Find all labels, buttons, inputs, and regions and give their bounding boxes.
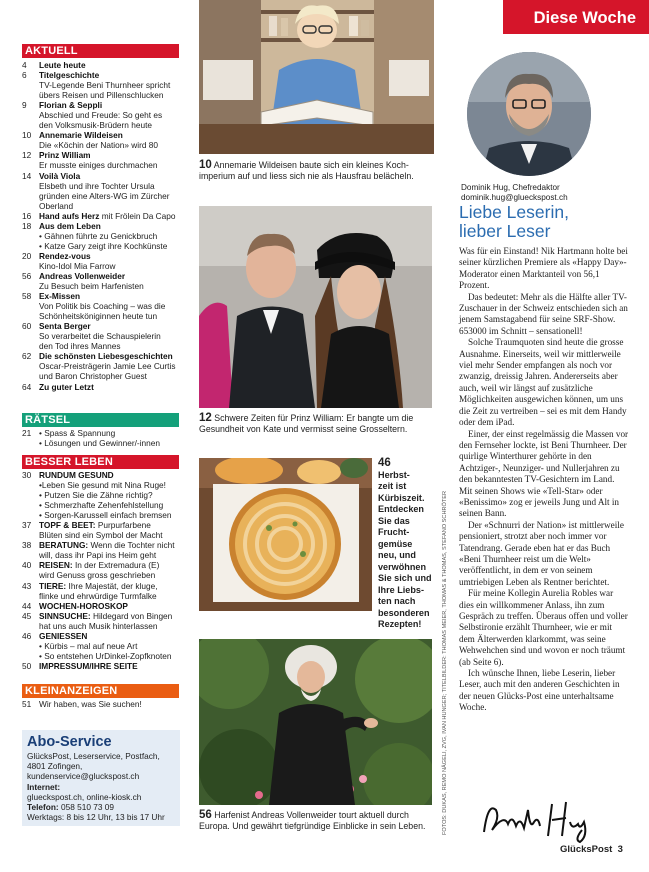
caption-william-text: Schwere Zeiten für Prinz William: Er bangte um die Gesundheit von Kate und vermisst seine Grosseltern. <box>199 413 414 434</box>
toc-category: TOPF & BEET: <box>39 520 96 531</box>
toc-entry-subtitle: Kino-Idol Mia Farrow <box>39 260 116 271</box>
toc-entry[interactable] <box>22 251 192 271</box>
toc-entry-subtitle: Oscar-Preisträgerin Jamie Lee Curtis <box>39 361 176 372</box>
section-header-aktuell: AKTUELL <box>22 44 179 58</box>
toc-entry-subtitle: Schönheitsköniginnen heute tun <box>39 311 158 322</box>
editorial-paragraph: Einer, der einst regelmässig die Massen vor den Fernseher lockte, ist Beni Thurnheer. Der quirlige Winterthurer gehörte in den Achtziger-, Neunziger- und Nullerjahren zu den bekanntesten TV-Gesichtern im Land. Mit seinen Shows wie «Tell-Star» oder «Benissimo» zog er jeweils Jung und Alt in seinen Bann. <box>459 428 629 519</box>
toc-page-number: 60 <box>22 321 32 332</box>
photo-andreas-vollenweider <box>199 639 432 805</box>
toc-entry-title: Annemarie Wildeisen <box>39 130 123 141</box>
editorial-paragraph: Das bedeutet: Mehr als die Hälfte aller TV-Zuschauer in der Schweiz entschieden sich an jenem Samstagabend für seine SRF-Show. 653000 im Schnitt – sensationell! <box>459 291 628 336</box>
toc-page-number: 14 <box>22 170 32 181</box>
toc-page-number: 20 <box>22 250 32 261</box>
toc-aktuell <box>22 60 192 392</box>
caption-pumpkin-line: Kürbiszeit. <box>378 492 425 503</box>
caption-vollenweider-page: 56 <box>199 809 212 821</box>
editorial-paragraph: Ich wünsche Ihnen, liebe Leserin, lieber Leser, auch mit den anderen Geschichten in der neuen Glücks-Post eine unterhaltsame Woche. <box>459 668 620 713</box>
toc-entry-subtitle: Zu Besuch beim Harfenisten <box>39 281 144 292</box>
caption-annemarie-text: Annemarie Wildeisen baute sich ein kleines Koch-imperium auf und liess sich nie als Hausfrau belächeln. <box>199 160 414 181</box>
headline-line-1: Liebe Leserin, <box>459 202 569 222</box>
toc-entry-title: Hand aufs Herz <box>39 210 100 221</box>
toc-page-number: 56 <box>22 270 32 281</box>
editorial-headline <box>459 203 569 240</box>
toc-page-number: 45 <box>22 610 32 621</box>
toc-entry-title: Voilà Viola <box>39 170 81 181</box>
toc-entry-subtitle: und Baron Christopher Guest <box>39 371 147 382</box>
toc-entry-subtitle: TV-Legende Beni Thurnheer spricht <box>39 80 171 91</box>
toc-entry-title-rest: Wenn die Tochter nicht <box>88 540 175 551</box>
toc-entry-subtitle: hat uns auch Musik hinterlassen <box>39 620 158 631</box>
toc-entry[interactable] <box>22 581 192 601</box>
toc-entry-subtitle: • Schmerzhafte Zehenfehlstellung <box>39 500 164 511</box>
toc-entry[interactable] <box>22 428 192 448</box>
toc-entry[interactable] <box>22 321 192 351</box>
toc-entry[interactable] <box>22 130 192 150</box>
toc-entry-title: Senta Berger <box>39 321 91 332</box>
toc-entry[interactable] <box>22 70 192 100</box>
toc-entry-subtitle: Er musste einiges durchmachen <box>39 160 158 171</box>
toc-entry-title-rest: Purpurfarbene <box>95 520 151 531</box>
abo-service-box <box>22 730 180 826</box>
toc-entry-subtitle: Von Politik bis Coaching – was die <box>39 301 166 312</box>
toc-entry-title: Zu guter Letzt <box>39 381 94 392</box>
toc-entry-subtitle: • Sorgen-Karussell einfach bremsen <box>39 510 172 521</box>
caption-pumpkin-page: 46 <box>378 457 391 469</box>
caption-pumpkin <box>378 458 438 631</box>
photo-prince-william-kate <box>199 206 432 408</box>
toc-entry[interactable] <box>22 470 192 520</box>
editorial-paragraph: Solche Traumquoten sind heute die grosse Ausnahme. Einerseits, weil wir mittlerweile viel mehr Sender empfangen als noch vor zwanzig, dreissig Jahren. Andererseits aber auch, weil wir längst auf zusätzliche Möglichkeiten ausgewichen können, um uns die Zeit zu vertreiben – sei es mit dem Handy oder dem iPad. <box>459 337 627 428</box>
caption-pumpkin-line: Sie sich und <box>378 573 432 583</box>
toc-entry-subtitle: wird Genuss gross geschrieben <box>39 570 156 581</box>
footer <box>560 844 623 855</box>
toc-entry-subtitle: • Gähnen führte zu Genickbruch <box>39 230 158 241</box>
toc-entry[interactable] <box>22 560 192 580</box>
caption-pumpkin-line: besonderen <box>378 607 430 618</box>
toc-entry[interactable] <box>22 382 192 392</box>
caption-vollenweider <box>199 810 439 832</box>
toc-page-number: 43 <box>22 580 32 591</box>
toc-entry-subtitle: Abschied und Freude: So geht es <box>39 110 163 121</box>
headline-line-2: lieber Leser <box>459 220 551 241</box>
toc-page-number: 38 <box>22 540 32 551</box>
caption-pumpkin-line: Ihre Liebs- <box>378 584 424 595</box>
toc-entry-subtitle: gründen eine Alters-WG im Zürcher <box>39 190 170 201</box>
toc-page-number: 18 <box>22 220 32 231</box>
toc-page-number: 9 <box>22 100 27 111</box>
toc-entry[interactable] <box>22 631 192 661</box>
toc-page-number: 44 <box>22 600 32 611</box>
toc-page-number: 58 <box>22 291 32 302</box>
editorial-body <box>459 246 629 714</box>
toc-page-number: 30 <box>22 470 32 480</box>
toc-entry-title: Prinz William <box>39 150 91 161</box>
caption-pumpkin-line: Rezepten! <box>378 619 422 629</box>
toc-entry-subtitle: • Kürbis – mal auf neue Art <box>39 640 138 651</box>
toc-entry[interactable] <box>22 211 192 221</box>
toc-entry[interactable] <box>22 699 192 709</box>
toc-entry-subtitle: Oberland <box>39 200 74 211</box>
toc-entry-subtitle: So verarbeitet die Schauspielerin <box>39 331 161 342</box>
toc-entry-title: Andreas Vollenweider <box>39 270 126 281</box>
toc-page-number: 40 <box>22 560 32 571</box>
toc-entry[interactable] <box>22 520 192 540</box>
toc-category: GENIESSEN <box>39 630 88 641</box>
toc-entry-line: Wir haben, was Sie suchen! <box>39 699 142 709</box>
toc-entry[interactable] <box>22 150 192 170</box>
toc-entry-title-rest: mit Frölein Da Capo <box>99 210 176 221</box>
caption-pumpkin-line: Entdecken <box>378 504 424 514</box>
section-header-kleinanzeigen: KLEINANZEIGEN <box>22 684 179 698</box>
editor-name: Dominik Hug, Chefredaktor <box>461 183 560 192</box>
footer-page-number: 3 <box>617 844 623 855</box>
editor-byline <box>461 183 568 203</box>
toc-page-number: 51 <box>22 699 32 709</box>
toc-entry-title-rest: Hildegard von Bingen <box>90 610 173 621</box>
toc-entry-title: Ex-Missen <box>39 291 81 302</box>
toc-category: RUNDUM GESUND <box>39 470 114 480</box>
editorial-paragraph: Für meine Kollegin Aurelia Robles war dies ein willkommener Anlass, ihn zum Gespräch zu treffen. Überaus offen und voller Selbstironie erzählt Thurnheer, wie er mit dem Älterwerden klarkommt, was seine Wehwehchen sind und wovon er noch träumt (ab Seite 6). <box>459 588 628 667</box>
toc-entry[interactable] <box>22 611 192 631</box>
toc-entry-title: Florian & Seppli <box>39 100 103 111</box>
toc-entry-subtitle: Blüten sind ein Symbol der Macht <box>39 530 163 541</box>
toc-page-number: 50 <box>22 660 32 671</box>
caption-prince-william <box>199 413 439 435</box>
toc-category: WOCHEN-HOROSKOP <box>39 600 128 611</box>
abo-internet-label: Internet: <box>27 781 61 792</box>
toc-page-number: 21 <box>22 428 32 438</box>
toc-entry-subtitle: •Leben Sie gesund mit Nina Ruge! <box>39 480 166 491</box>
toc-entry-subtitle: den Volksmusik-Brüdern heute <box>39 120 152 131</box>
toc-entry-subtitle: will, dass ihr Papi ins Heim geht <box>39 550 157 561</box>
toc-entry-title: Leute heute <box>39 60 86 70</box>
caption-vollenweider-text: Harfenist Andreas Vollenweider tourt aktuell durch Europa. Und gewährt tiefgründige Einblicke in sein Leben. <box>199 810 426 831</box>
toc-entry[interactable] <box>22 661 192 671</box>
toc-entry-subtitle: den Tod ihres Mannes <box>39 341 121 352</box>
toc-page-number: 62 <box>22 351 32 362</box>
toc-entry-subtitle: flinke und ehrwürdige Turmfalke <box>39 590 157 601</box>
toc-entry-title: Titelgeschichte <box>39 70 100 81</box>
toc-kleinanzeigen <box>22 699 192 709</box>
toc-entry-subtitle: • Katze Gary zeigt ihre Kochkünste <box>39 240 168 251</box>
toc-entry-title: Die schönsten Liebesgeschichten <box>39 351 173 362</box>
editor-email[interactable]: dominik.hug@glueckspost.ch <box>461 193 568 202</box>
toc-entry-title: Aus dem Leben <box>39 220 101 231</box>
abo-email[interactable]: kundenservice@gluckspost.ch <box>27 771 140 782</box>
toc-entry[interactable] <box>22 601 192 611</box>
toc-entry-subtitle: Die «Köchin der Nation» wird 80 <box>39 140 158 151</box>
caption-pumpkin-line: Sie das <box>378 515 410 526</box>
editorial-paragraph: Was für ein Einstand! Nik Hartmann holte bei seiner kürzlichen Premiere als «Happy Day»-Moderator einen Marktanteil von 56,1 Prozent. <box>459 246 628 291</box>
footer-brand: GlücksPost <box>560 844 613 855</box>
caption-pumpkin-line: ten nach <box>378 596 416 606</box>
toc-entry[interactable] <box>22 100 192 130</box>
abo-address: GlücksPost, Leserservice, Postfach, <box>27 751 160 761</box>
toc-entry-subtitle: • So entstehen UrDinkel-Zopfknoten <box>39 650 172 661</box>
toc-page-number: 46 <box>22 630 32 641</box>
toc-entry-line: • Spass & Spannung <box>39 428 116 438</box>
toc-entry-subtitle: Elsbeth und ihre Tochter Ursula <box>39 180 155 191</box>
toc-entry[interactable] <box>22 60 192 70</box>
caption-pumpkin-line: gemüse <box>378 538 413 549</box>
caption-william-page: 12 <box>199 412 212 424</box>
toc-page-number: 10 <box>22 130 32 141</box>
caption-annemarie-page: 10 <box>199 159 212 171</box>
abo-hours: Werktags: 8 bis 12 Uhr, 13 bis 17 Uhr <box>27 812 165 823</box>
toc-entry[interactable] <box>22 221 192 251</box>
abo-title: Abo-Service <box>27 734 112 750</box>
toc-page-number: 6 <box>22 70 27 81</box>
caption-pumpkin-line: zeit ist <box>378 481 407 491</box>
toc-raetsel <box>22 428 192 448</box>
photo-pumpkin-tart <box>199 458 372 611</box>
toc-category: SINNSUCHE: <box>39 610 91 621</box>
tab-diese-woche: Diese Woche <box>503 0 649 34</box>
editor-portrait <box>467 52 591 176</box>
toc-entry[interactable] <box>22 351 192 381</box>
toc-entry[interactable] <box>22 271 192 291</box>
editor-signature <box>478 796 598 846</box>
toc-page-number: 37 <box>22 520 32 531</box>
toc-page-number: 16 <box>22 210 32 221</box>
toc-entry[interactable] <box>22 540 192 560</box>
toc-entry-title: Rendez-vous <box>39 250 91 261</box>
caption-pumpkin-line: Herbst- <box>378 469 410 480</box>
toc-page-number: 64 <box>22 381 32 392</box>
abo-phone: 058 510 73 09 <box>58 802 115 813</box>
toc-category: BERATUNG: <box>39 540 89 551</box>
toc-category: REISEN: <box>39 560 73 571</box>
caption-pumpkin-line: Frucht- <box>378 527 410 537</box>
toc-entry-title-rest: Ihre Majestät, der kluge, <box>66 580 158 591</box>
toc-page-number: 4 <box>22 60 27 70</box>
section-header-raetsel: RÄTSEL <box>22 413 179 427</box>
toc-page-number: 12 <box>22 150 32 161</box>
toc-besser-leben <box>22 470 192 671</box>
toc-entry-line: • Lösungen und Gewinner/-innen <box>39 438 160 449</box>
editorial-paragraph: Der «Schnurri der Nation» ist mittlerweile pensioniert, strotzt aber noch immer vor Tatendrang. Gerade eben hat er das Buch «Beni Thurnheer reist um die Welt» veröffentlicht, in dem er von seinem umtriebigen Leben als Rentner berichtet. <box>459 519 624 587</box>
toc-entry-subtitle: • Putzen Sie die Zähne richtig? <box>39 490 153 501</box>
toc-category: TIERE: <box>39 580 67 591</box>
toc-category: IMPRESSUM/IHRE SEITE <box>39 660 138 671</box>
toc-entry-subtitle: übers Reisen und Pillenschlucken <box>39 90 164 101</box>
caption-annemarie <box>199 160 439 182</box>
photo-annemarie-wildeisen <box>199 0 434 154</box>
toc-entry-title-rest: In der Extremadura (E) <box>72 560 160 571</box>
section-header-besser-leben: BESSER LEBEN <box>22 455 179 469</box>
caption-pumpkin-line: verwöhnen <box>378 561 427 572</box>
toc-entry[interactable] <box>22 171 192 211</box>
caption-pumpkin-line: neu, und <box>378 550 416 560</box>
abo-phone-label: Telefon: <box>27 802 59 813</box>
abo-internet[interactable]: glueckspost.ch, online-kiosk.ch <box>27 791 142 802</box>
photo-credit: FOTOS: DUKAS, REMO NÄGELI, ZVG, IVAN HUNGER; TITELBILDER: THOMAS MEIER, THOMAS & THOMAS, STEFANO SCHRÖTER <box>442 490 448 835</box>
abo-city: 4801 Zofingen, <box>27 761 83 772</box>
toc-entry[interactable] <box>22 291 192 321</box>
